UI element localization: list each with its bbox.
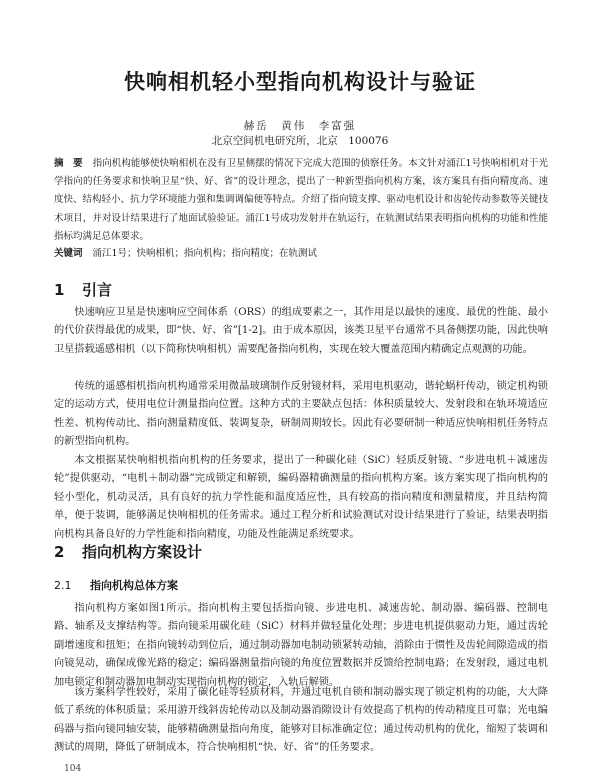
section-1-number: 1 xyxy=(54,281,65,299)
section-2-number: 2 xyxy=(54,543,65,561)
section-1-title: 引言 xyxy=(82,281,113,299)
paragraph: 快速响应卫星是快速响应空间体系（ORS）的组成要素之一，其作用是以最快的速度、最优的性能、最小的代价获得最优的成果，即“快、好、省”[1-2]。由于成本原因，该类卫星平台通常不具备侧摆功能，因此快响卫星搭载遥感相机（以下简称快响相机）需要配备指向机构，实现在较大覆盖范围内精确定点观测的功能。 xyxy=(54,307,548,355)
paragraph: 指向机构方案如图1所示。指向机构主要包括指向镜、步进电机、减速齿轮、制动器、编码器、控制电路、轴系及支撑结构等。指向镜采用碳化硅（SiC）材料并做轻量化处理；步进电机提供驱动力矩，通过齿轮副增速度和扭矩；在指向镜转动到位后，通过制动器加电制动锁紧转动轴，消除由于惯性及齿轮间隙造成的指向镜晃动，确保成像光路的稳定；编码器测量指向镜的角度位置数据并反馈给控制电路；在发射段，通过电机加电锁定和制动器加电制动实现指向机构的锁定，入轨后解锁。 xyxy=(54,603,548,688)
subsection-2-1-title: 指向机构总体方案 xyxy=(90,579,178,592)
abstract xyxy=(54,155,548,246)
keywords xyxy=(54,246,548,262)
paragraph: 传统的遥感相机指向机构通常采用微晶玻璃制作反射镜材料，采用电机驱动，谐轮蜗杆传动，锁定机构锁定的运动方式，使用电位计测量指向位置。这种方式的主要缺点包括：体积质量较大、发射段和在轨环境适应性差、机构传动比、指向测量精度低、装调复杂，研制周期较长。因此有必要研制一种适应快响相机任务特点的新型指向机构。 xyxy=(54,381,548,448)
subsection-2-1-number: 2.1 xyxy=(54,579,72,592)
paragraph: 本文根据某快响相机指向机构的任务要求，提出了一种碳化硅（SiC）轻质反射镜、“步进电机＋减速齿轮”提供驱动，“电机＋制动器”完成锁定和解锁，编码器精确测量的指向机构方案。该方案实现了指向机构的轻小型化，机动灵活，具有良好的抗力学性能和温度适应性，具有较高的指向精度和测量精度，并且结构简单，便于装调，能够满足快响相机的任务需求。通过工程分析和试验测试对设计结果进行了验证，结果表明指向机构具备良好的力学性能和指向精度，功能及性能满足系统要求。 xyxy=(54,455,548,540)
subsection-2-1-heading xyxy=(54,578,178,594)
affiliation: 北京空间机电研究所，北京 100076 xyxy=(211,135,389,147)
section-2-heading xyxy=(54,542,202,562)
abstract-text: 指向机构能够使快响相机在没有卫星侧摆的情况下完成大范围的侦察任务。本文针对涌江1号快响相机对于光学指向的任务要求和快响卫星“快、好、省”的设计理念，提出了一种新型指向机构方案，该方案具有指向精度高、速度快、结构轻小、抗力学环境能力强和集调调偏便等特点。介绍了指向镜支撑、驱动电机设计和齿轮传动参数等关键技术项目，并对设计结果进行了地面试验验证。涌江1号成功发射并在轨运行，在轨测试结果表明指向机构的功能和性能指标均满足总体要求。 xyxy=(54,158,549,242)
section-1-heading xyxy=(54,280,112,300)
paragraph: 该方案科学性较好，采用了碳化硅等轻质材料，并通过电机自锁和制动器实现了锁定机构的功能，大大降低了系统的体积质量；采用游开线斜齿轮传动以及制动器消隙设计有效提高了机构的传动精度且可靠；光电编码器与指向镜同轴安装，能够精确测量指向角度，能够对目标准确定位；通过传动机构的优化，缩短了装调和测试的周期，降低了研制成本，符合快响相机“快、好、省”的任务要求。 xyxy=(54,687,548,754)
keywords-label: 关键词 xyxy=(54,248,83,259)
page-number: 104 xyxy=(64,764,82,774)
keywords-text: 涌江1号；快响相机；指向机构；指向精度；在轨测试 xyxy=(92,248,318,259)
authors: 赫岳 黄伟 李富强 xyxy=(243,120,357,132)
abstract-label: 摘 要 xyxy=(54,158,83,169)
section-2-title: 指向机构方案设计 xyxy=(82,543,203,561)
paper-title: 快响相机轻小型指向机构设计与验证 xyxy=(124,70,476,94)
